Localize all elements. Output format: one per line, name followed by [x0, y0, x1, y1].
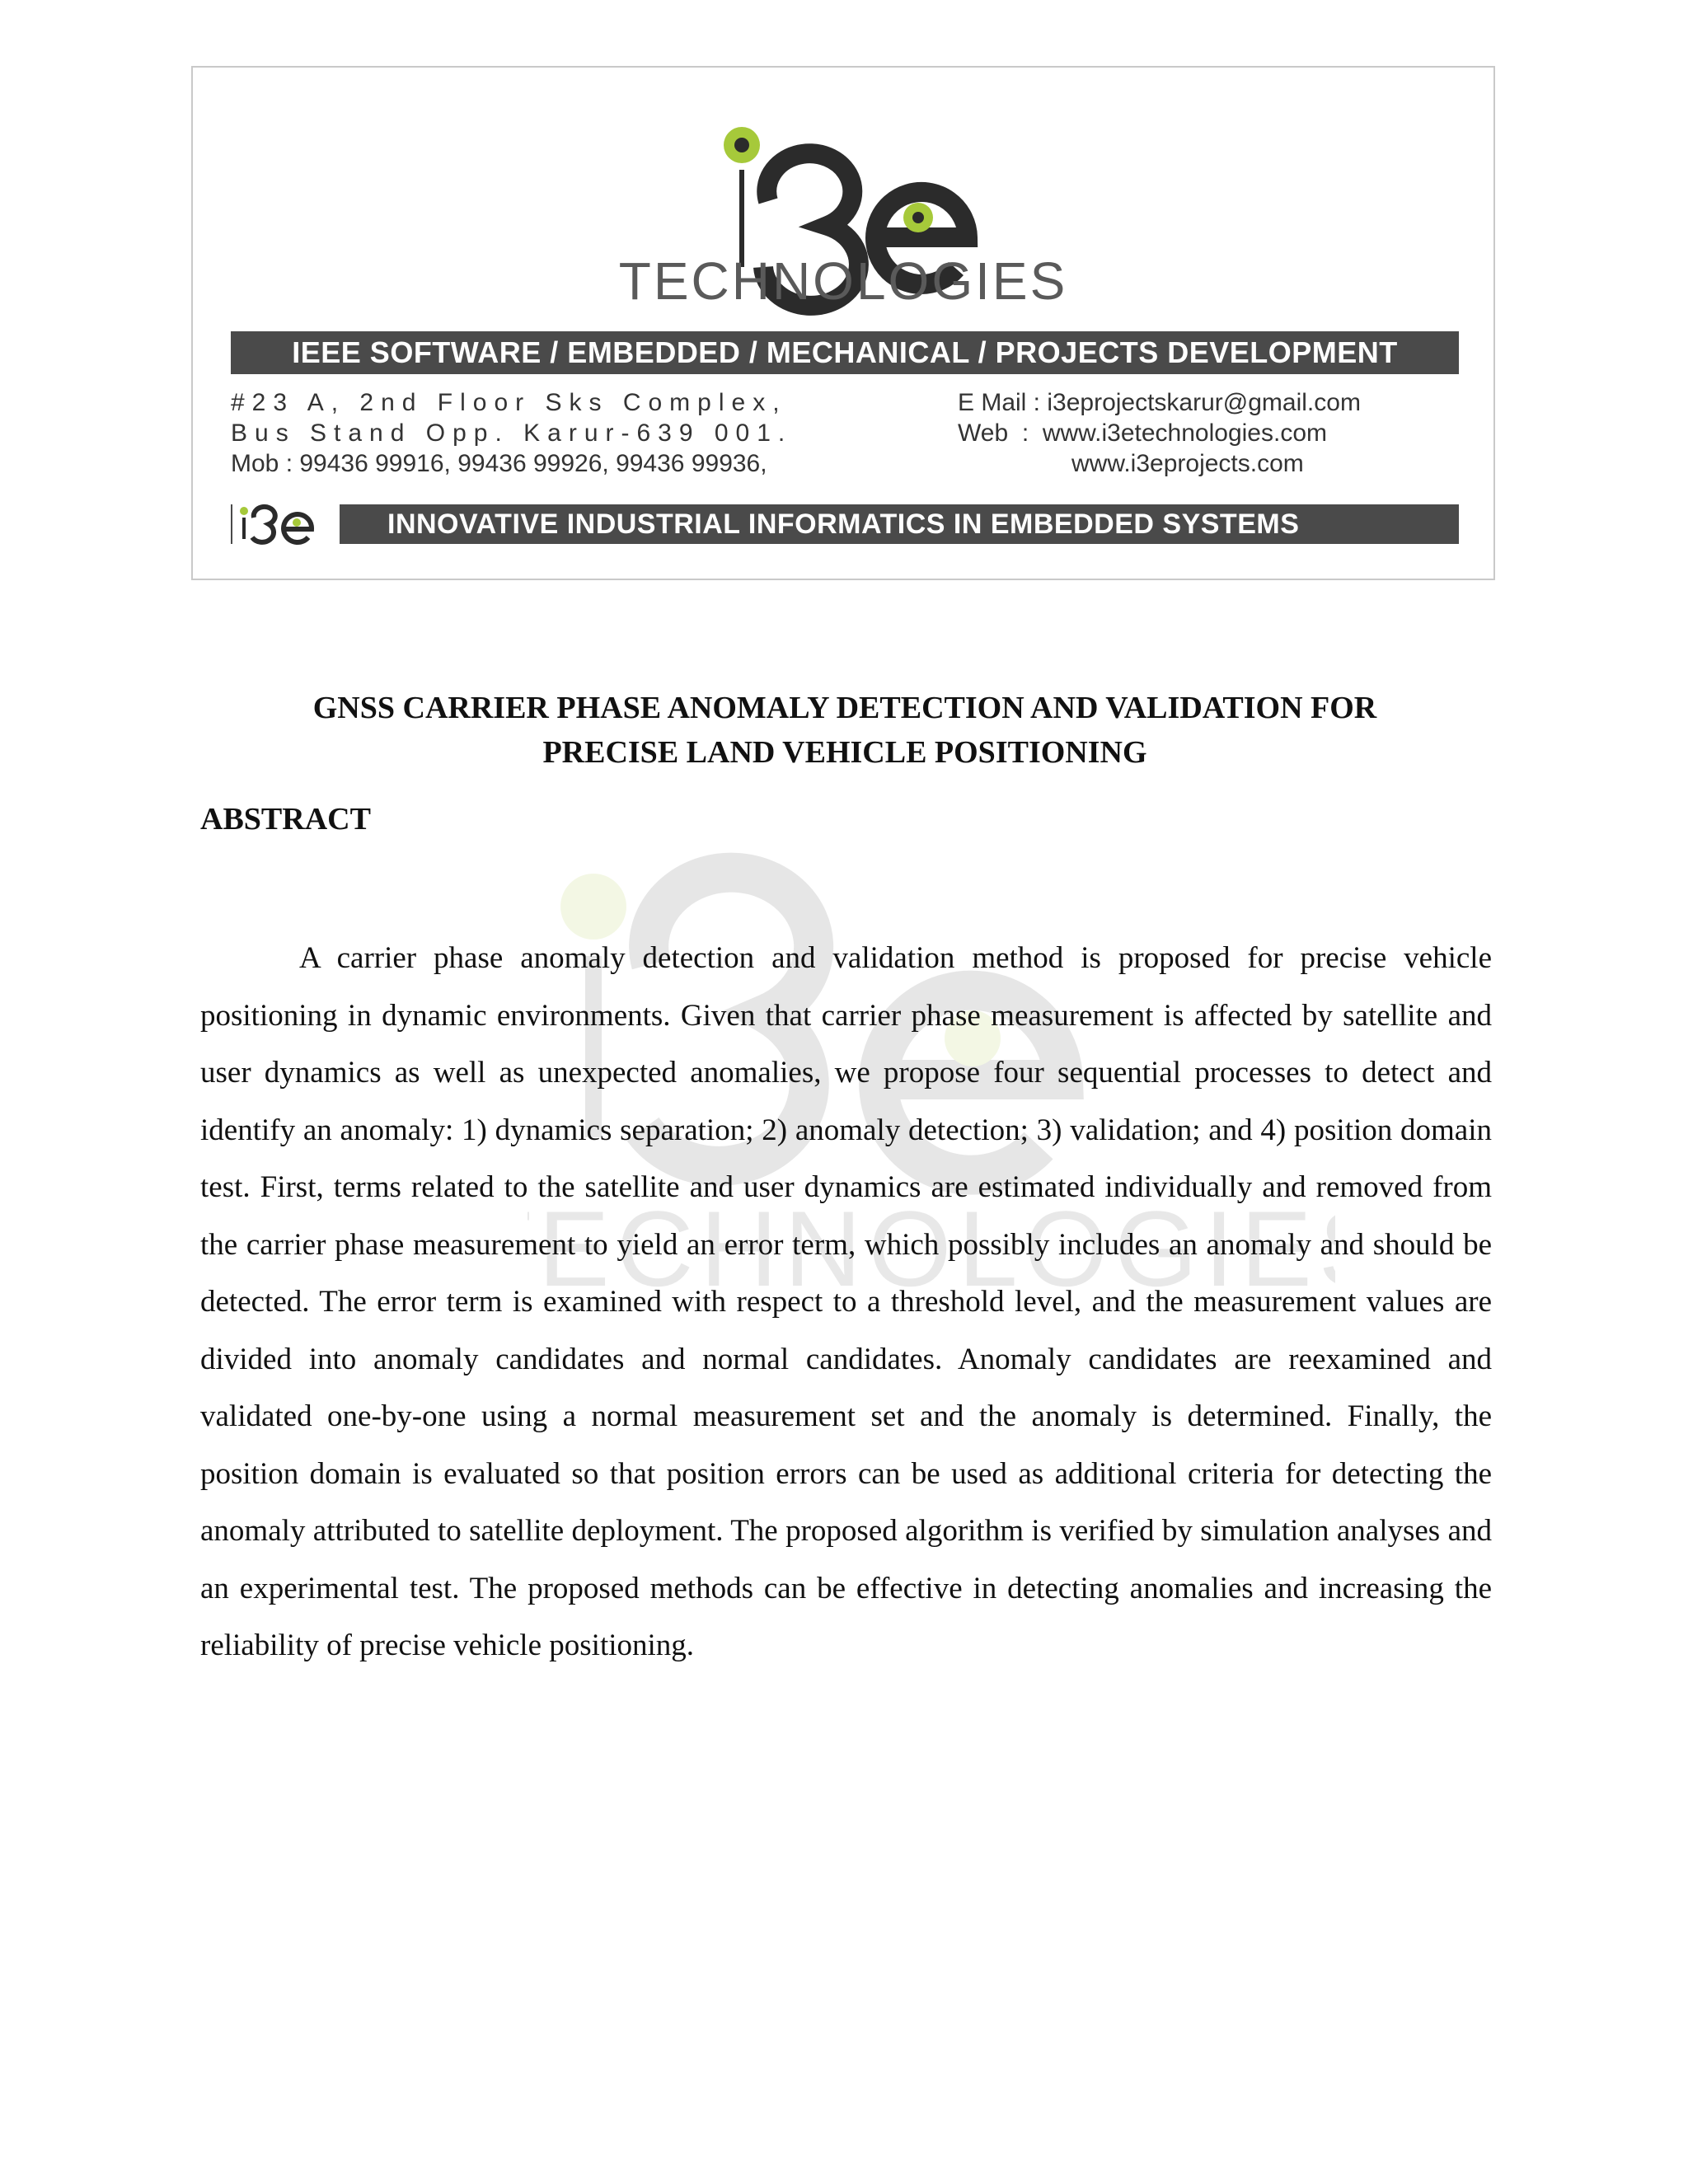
address-block	[231, 387, 792, 479]
web-line-2: www.i3eprojects.com	[1071, 450, 1304, 477]
mini-logo-graphic	[232, 501, 340, 547]
logo-i-dot-center	[734, 138, 749, 152]
address-line-2: Bus Stand Opp. Karur-639 001.	[231, 419, 793, 447]
document-title-line-2: PRECISE LAND VEHICLE POSITIONING	[542, 735, 1147, 770]
web-line: Web : www.i3etechnologies.com	[958, 419, 1327, 447]
tagline-bottom-band: INNOVATIVE INDUSTRIAL INFORMATICS IN EMBEDDED SYSTEMS	[231, 504, 1459, 544]
document-title-line-1: GNSS CARRIER PHASE ANOMALY DETECTION AND VALIDATION FOR	[312, 691, 1377, 725]
address-line-1: #23 A, 2nd Floor Sks Complex,	[231, 389, 787, 416]
email-line: E Mail : i3eprojectskarur@gmail.com	[958, 389, 1361, 416]
watermark-wordmark: ECHNOLOGIE	[537, 1188, 1319, 1309]
contact-block	[958, 387, 1361, 479]
logo-e-dot-center	[912, 212, 924, 223]
mini-logo-i-dot	[240, 507, 248, 515]
letterhead-banner	[191, 66, 1495, 580]
abstract-paragraph: A carrier phase anomaly detection and validation method is proposed for precise vehicle positioning in dynamic environments. Given that carrier phase measurement is affected by satellite and user dynamics as well as unexpected anomalies, we propose four sequential processes to detect and identify an anomaly: 1) dynamics separation; 2) anomaly detection; 3) validation; and 4) position domain test. First, terms related to the satellite and user dynamics are estimated individually and removed from the carrier phase measurement to yield an error term, which possibly includes an anomaly and should be detected. The error term is examined with respect to a threshold level, and the measurement values are divided into anomaly candidates and normal candidates. Anomaly candidates are reexamined and validated one-by-one using a normal measurement set and the anomaly is determined. Finally, the position domain is evaluated so that position errors can be used as additional criteria for detecting the anomaly attributed to satellite deployment. The proposed algorithm is verified by simulation analyses and an experimental test. The proposed methods can be effective in detecting anomalies and increasing the reliability of precise vehicle positioning.	[200, 941, 1492, 1662]
mini-logo-three	[252, 507, 275, 542]
document-title	[198, 686, 1492, 775]
mini-logo-e-dot	[293, 518, 301, 527]
abstract-heading: ABSTRACT	[200, 802, 371, 837]
mini-logo-i-stem	[242, 518, 246, 539]
tagline-top-band: IEEE SOFTWARE / EMBEDDED / MECHANICAL / PROJECTS DEVELOPMENT	[231, 331, 1459, 374]
mini-i3e-logo	[232, 501, 340, 547]
brand-wordmark: TECHNOLOGIES	[618, 251, 1068, 311]
phone-line: Mob : 99436 99916, 99436 99926, 99436 99936,	[231, 450, 767, 477]
